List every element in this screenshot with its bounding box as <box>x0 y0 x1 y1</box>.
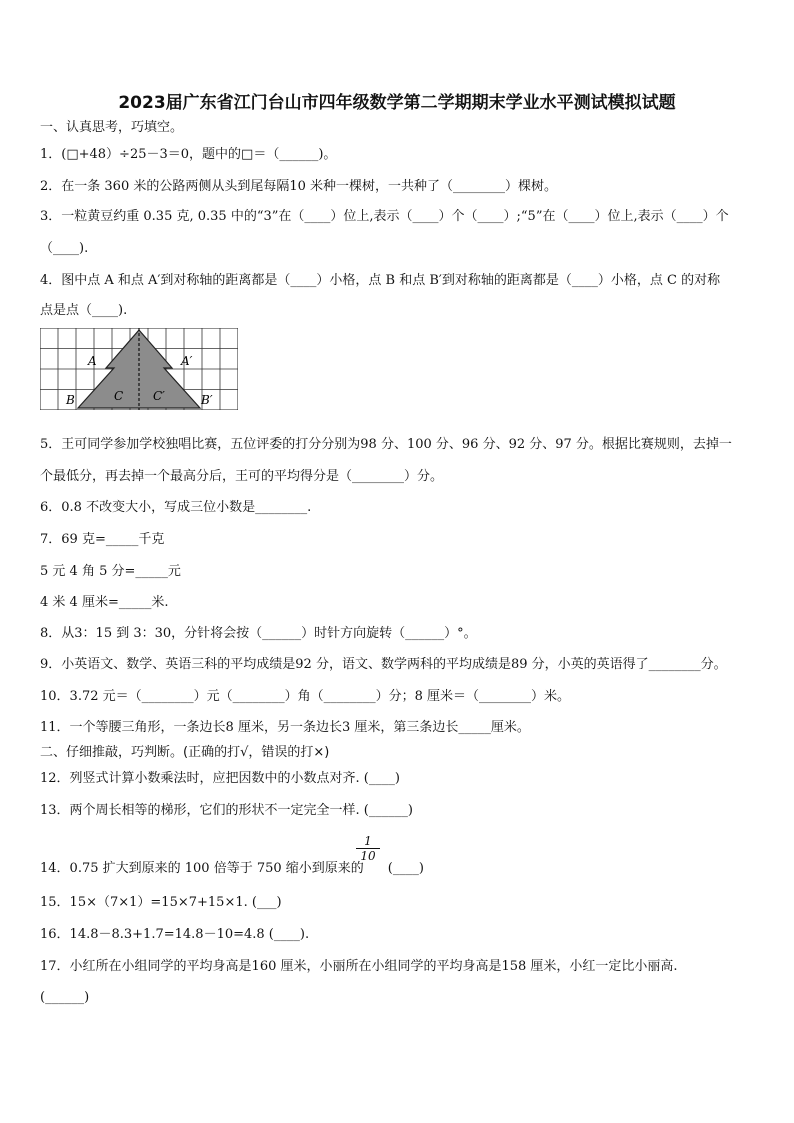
question-7-line-3: 4 米 4 厘米=_____米. <box>40 595 169 610</box>
question-1: 1．(□+48）÷25－3＝0，题中的□＝（______)。 <box>40 147 337 162</box>
question-5-line-1: 5．王可同学参加学校独唱比赛，五位评委的打分分别为98 分、100 分、96 分、92 分、97 分。根据比赛规则，去掉一 <box>40 437 732 452</box>
question-7-line-2: 5 元 4 角 5 分=_____元 <box>40 564 181 579</box>
question-11: 11．一个等腰三角形，一条边长8 厘米，另一条边长3 厘米，第三条边长_____厘米。 <box>40 720 530 735</box>
fraction-denominator: 10 <box>360 849 376 863</box>
question-8: 8．从3：15 到 3：30，分针将会按（______）时针方向旋转（______）°。 <box>40 626 477 641</box>
question-6: 6．0.8 不改变大小，写成三位小数是________. <box>40 500 312 515</box>
question-3-line-1: 3．一粒黄豆约重 0.35 克, 0.35 中的“3”在（____）位上,表示（____）个（____）;“5”在（____）位上,表示（____）个 <box>40 209 729 224</box>
question-12: 12．列竖式计算小数乘法时，应把因数中的小数点对齐. (____) <box>40 771 400 786</box>
label-C: C <box>114 389 124 403</box>
question-10: 10．3.72 元＝（________）元（________）角（________）分；8 厘米＝（________）米。 <box>40 689 571 704</box>
label-B: B <box>66 393 75 407</box>
question-5-line-2: 个最低分，再去掉一个最高分后，王可的平均得分是（________）分。 <box>40 469 444 484</box>
question-15: 15．15×（7×1）=15×7+15×1. (___) <box>40 895 282 910</box>
question-2: 2．在一条 360 米的公路两侧从头到尾每隔10 米种一棵树，一共种了（________）棵树。 <box>40 179 558 194</box>
symmetry-figure <box>40 328 238 410</box>
question-4-line-2: 点是点（____). <box>40 303 128 318</box>
section-2-heading: 二、仔细推敲，巧判断。(正确的打√，错误的打×) <box>40 745 330 760</box>
fraction-numerator: 1 <box>356 834 380 849</box>
question-13: 13．两个周长相等的梯形，它们的形状不一定完全一样. (______) <box>40 803 413 818</box>
question-4-line-1: 4．图中点 A 和点 A′到对称轴的距离都是（____）小格，点 B 和点 B′到对称轴的距离都是（____）小格，点 C 的对称 <box>40 273 721 288</box>
label-A-prime: A′ <box>181 354 193 368</box>
section-1-heading: 一、认真思考，巧填空。 <box>40 120 184 135</box>
label-C-prime: C′ <box>153 389 165 403</box>
question-17-line-1: 17．小红所在小组同学的平均身高是160 厘米，小丽所在小组同学的平均身高是158 厘米，小红一定比小丽高. <box>40 959 678 974</box>
question-14-answer: (____) <box>387 861 424 876</box>
question-16: 16．14.8－8.3+1.7=14.8－10=4.8 (____). <box>40 927 310 942</box>
question-9: 9．小英语文、数学、英语三科的平均成绩是92 分，语文、数学两科的平均成绩是89 分，小英的英语得了________分。 <box>40 657 727 672</box>
question-3-line-2: （____). <box>40 241 89 256</box>
label-B-prime: B′ <box>201 393 213 407</box>
question-14-text: 14．0.75 扩大到原来的 100 倍等于 750 缩小到原来的 <box>40 861 364 876</box>
fraction-one-tenth <box>356 834 380 863</box>
page-title: 2023届广东省江门台山市四年级数学第二学期期末学业水平测试模拟试题 <box>118 93 676 113</box>
question-7-line-1: 7．69 克=_____千克 <box>40 532 165 547</box>
question-17-line-2: (______) <box>40 990 90 1005</box>
label-A: A <box>88 354 97 368</box>
